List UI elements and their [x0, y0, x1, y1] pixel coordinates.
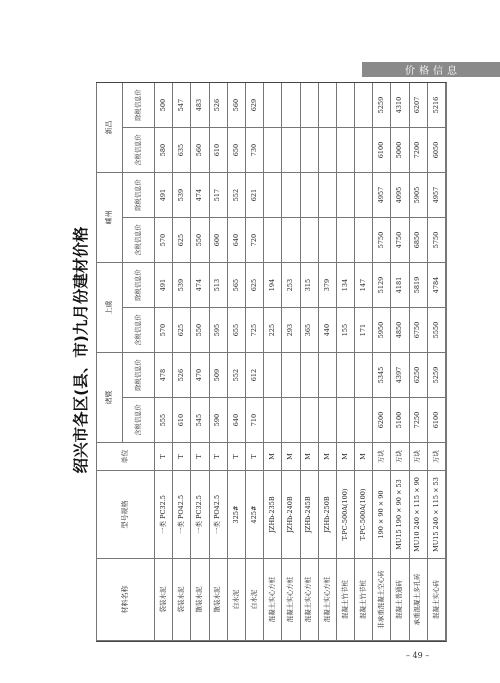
cell-price-excl-tax: 552 — [227, 353, 245, 398]
cell-price-excl-tax: 315 — [300, 263, 318, 308]
subheader-incl-tax: 含税信息价 — [123, 218, 155, 263]
cell-unit: M — [318, 443, 336, 471]
cell-unit: 万块 — [373, 443, 391, 471]
cell-price-incl-tax: 570 — [155, 218, 173, 263]
cell-price-excl-tax: 5259 — [427, 353, 445, 398]
table-row — [173, 83, 191, 641]
table-row — [245, 83, 263, 641]
cell-price-excl-tax: 509 — [209, 353, 227, 398]
cell-price-excl-tax: 491 — [155, 263, 173, 308]
cell-price-incl-tax: 6850 — [409, 218, 427, 263]
cell-price-incl-tax: 655 — [227, 308, 245, 353]
cell-spec: 一类 PC32.5 — [191, 471, 209, 559]
cell-price-incl-tax: 7250 — [409, 398, 427, 443]
cell-price-excl-tax: 5259 — [373, 83, 391, 128]
section-header-label: 价格信息 — [405, 66, 461, 77]
cell-price-incl-tax: 725 — [245, 308, 263, 353]
cell-spec: T-PC-500A(100) — [355, 471, 373, 559]
cell-price-excl-tax — [355, 83, 373, 128]
cell-price-excl-tax: 547 — [173, 83, 191, 128]
cell-price-excl-tax: 4957 — [373, 173, 391, 218]
cell-price-incl-tax: 155 — [336, 308, 354, 353]
cell-price-incl-tax: 171 — [355, 308, 373, 353]
cell-price-incl-tax — [264, 128, 282, 173]
cell-spec: JZHb-235B — [264, 471, 282, 559]
cell-price-excl-tax — [282, 353, 300, 398]
cell-price-excl-tax: 4095 — [391, 173, 409, 218]
cell-price-excl-tax: 560 — [227, 83, 245, 128]
cell-price-excl-tax: 5129 — [373, 263, 391, 308]
cell-price-excl-tax: 6207 — [409, 83, 427, 128]
cell-price-incl-tax: 550 — [191, 218, 209, 263]
table-row — [227, 83, 245, 641]
cell-spec: 325# — [227, 471, 245, 559]
cell-price-excl-tax: 5905 — [409, 173, 427, 218]
cell-material-name: 混凝土实心方桩 — [282, 559, 300, 641]
cell-price-excl-tax: 474 — [191, 263, 209, 308]
cell-price-excl-tax: 194 — [264, 263, 282, 308]
cell-price-excl-tax: 491 — [155, 173, 173, 218]
cell-price-excl-tax: 470 — [191, 353, 209, 398]
cell-price-excl-tax: 539 — [173, 173, 191, 218]
cell-material-name: 混凝土实心方桩 — [300, 559, 318, 641]
cell-price-incl-tax: 560 — [191, 128, 209, 173]
cell-price-excl-tax: 4784 — [427, 263, 445, 308]
cell-price-excl-tax — [336, 173, 354, 218]
cell-price-excl-tax — [355, 353, 373, 398]
cell-material-name: 混凝土普通砖 — [391, 559, 409, 641]
cell-price-incl-tax: 5750 — [427, 218, 445, 263]
cell-unit: M — [264, 443, 282, 471]
cell-spec: MU15 240 × 115 × 53 — [427, 471, 445, 559]
cell-material-name: 混凝土竹节桩 — [355, 559, 373, 641]
table-row — [155, 83, 173, 641]
cell-price-incl-tax: 590 — [209, 398, 227, 443]
cell-unit: T — [245, 443, 263, 471]
cell-spec: 一类 PO42.5 — [209, 471, 227, 559]
table-row — [391, 83, 409, 641]
cell-price-incl-tax: 5550 — [427, 308, 445, 353]
cell-material-name: 散装水泥 — [209, 559, 227, 641]
cell-unit: T — [191, 443, 209, 471]
cell-price-incl-tax — [318, 218, 336, 263]
cell-price-incl-tax: 5750 — [373, 218, 391, 263]
cell-unit: 万块 — [391, 443, 409, 471]
cell-unit: M — [300, 443, 318, 471]
cell-price-incl-tax: 6100 — [373, 128, 391, 173]
cell-price-incl-tax: 550 — [191, 308, 209, 353]
subheader-incl-tax: 含税信息价 — [123, 128, 155, 173]
cell-price-incl-tax: 610 — [209, 128, 227, 173]
cell-material-name: 混凝土竹节桩 — [336, 559, 354, 641]
cell-price-excl-tax: 478 — [155, 353, 173, 398]
cell-price-excl-tax — [300, 353, 318, 398]
cell-unit: M — [282, 443, 300, 471]
price-table-body — [155, 83, 446, 641]
cell-price-excl-tax: 6250 — [409, 353, 427, 398]
cell-material-name: 混凝土实心方桩 — [318, 559, 336, 641]
cell-material-name: 非承重混凝土空心砖 — [373, 559, 391, 641]
table-row — [427, 83, 445, 641]
page-title — [70, 140, 90, 560]
header-region-zhuji: 诸暨 — [97, 353, 123, 443]
cell-price-incl-tax: 730 — [245, 128, 263, 173]
cell-price-incl-tax: 635 — [173, 128, 191, 173]
rotated-table-container — [96, 83, 446, 641]
cell-price-excl-tax — [282, 83, 300, 128]
cell-price-incl-tax — [264, 398, 282, 443]
table-row — [282, 83, 300, 641]
cell-price-incl-tax — [336, 398, 354, 443]
cell-unit: 万块 — [409, 443, 427, 471]
cell-price-excl-tax: 4181 — [391, 263, 409, 308]
cell-price-excl-tax: 565 — [227, 263, 245, 308]
cell-price-excl-tax — [264, 173, 282, 218]
cell-price-incl-tax — [318, 128, 336, 173]
cell-price-excl-tax: 513 — [209, 263, 227, 308]
cell-price-incl-tax: 625 — [173, 308, 191, 353]
price-table-frame — [96, 82, 447, 642]
cell-spec: 190 × 90 × 90 — [373, 471, 391, 559]
table-row — [318, 83, 336, 641]
cell-price-excl-tax: 4397 — [391, 353, 409, 398]
cell-price-excl-tax — [336, 83, 354, 128]
cell-price-incl-tax: 6200 — [373, 398, 391, 443]
cell-price-excl-tax — [264, 353, 282, 398]
cell-price-incl-tax: 570 — [155, 308, 173, 353]
cell-spec: JZHb-240B — [282, 471, 300, 559]
cell-price-incl-tax: 4850 — [391, 308, 409, 353]
cell-price-excl-tax: 5216 — [427, 83, 445, 128]
header-unit: 单位 — [97, 443, 155, 471]
cell-price-incl-tax: 640 — [227, 398, 245, 443]
header-region-xinchang: 新昌 — [97, 83, 123, 173]
table-row — [264, 83, 282, 641]
cell-spec: JZHb-250B — [318, 471, 336, 559]
subheader-excl-tax: 除税信息价 — [123, 83, 155, 128]
cell-unit: 万块 — [427, 443, 445, 471]
cell-material-name: 散装水泥 — [191, 559, 209, 641]
table-row — [373, 83, 391, 641]
cell-price-incl-tax: 625 — [173, 218, 191, 263]
cell-price-incl-tax: 4750 — [391, 218, 409, 263]
cell-spec: 425# — [245, 471, 263, 559]
section-header-band — [362, 62, 500, 77]
cell-price-incl-tax: 5100 — [391, 398, 409, 443]
cell-material-name: 袋装水泥 — [155, 559, 173, 641]
cell-unit: T — [173, 443, 191, 471]
cell-price-incl-tax — [318, 398, 336, 443]
page-number: – 49 – — [406, 651, 430, 660]
cell-price-incl-tax — [355, 128, 373, 173]
cell-price-excl-tax: 612 — [245, 353, 263, 398]
cell-price-incl-tax: 640 — [227, 218, 245, 263]
cell-price-incl-tax: 600 — [209, 218, 227, 263]
header-spec: 型号规格 — [97, 471, 155, 559]
cell-price-excl-tax — [318, 173, 336, 218]
cell-price-incl-tax — [355, 398, 373, 443]
cell-material-name: 混凝土实心砖 — [427, 559, 445, 641]
price-table — [96, 82, 446, 641]
cell-price-incl-tax: 365 — [300, 308, 318, 353]
cell-price-excl-tax: 625 — [245, 263, 263, 308]
cell-price-excl-tax: 552 — [227, 173, 245, 218]
cell-spec: 一类 PO42.5 — [173, 471, 191, 559]
table-row — [409, 83, 427, 641]
cell-price-excl-tax — [355, 173, 373, 218]
cell-price-excl-tax: 517 — [209, 173, 227, 218]
cell-price-excl-tax: 526 — [173, 353, 191, 398]
cell-price-incl-tax: 6750 — [409, 308, 427, 353]
cell-price-excl-tax — [300, 173, 318, 218]
cell-spec: JZHb-245B — [300, 471, 318, 559]
cell-price-excl-tax: 500 — [155, 83, 173, 128]
table-row — [355, 83, 373, 641]
table-row — [336, 83, 354, 641]
cell-price-incl-tax — [300, 128, 318, 173]
cell-unit: M — [355, 443, 373, 471]
cell-price-incl-tax: 6100 — [427, 398, 445, 443]
cell-price-incl-tax: 293 — [282, 308, 300, 353]
cell-price-incl-tax: 595 — [209, 308, 227, 353]
cell-price-incl-tax: 650 — [227, 128, 245, 173]
cell-price-excl-tax — [282, 173, 300, 218]
cell-price-excl-tax: 629 — [245, 83, 263, 128]
table-row — [191, 83, 209, 641]
cell-price-excl-tax — [318, 83, 336, 128]
cell-price-excl-tax: 5345 — [373, 353, 391, 398]
cell-price-excl-tax: 253 — [282, 263, 300, 308]
cell-price-excl-tax — [264, 83, 282, 128]
cell-price-excl-tax: 539 — [173, 263, 191, 308]
cell-price-incl-tax — [336, 128, 354, 173]
header-material-name: 材料名称 — [97, 559, 155, 641]
cell-price-excl-tax: 474 — [191, 173, 209, 218]
cell-price-incl-tax: 7200 — [409, 128, 427, 173]
cell-price-incl-tax — [355, 218, 373, 263]
cell-price-incl-tax: 5950 — [373, 308, 391, 353]
cell-material-name: 混凝土实心方桩 — [264, 559, 282, 641]
cell-price-incl-tax: 5000 — [391, 128, 409, 173]
cell-price-incl-tax — [300, 218, 318, 263]
cell-price-excl-tax: 526 — [209, 83, 227, 128]
cell-material-name: 承重混凝土多孔砖 — [409, 559, 427, 641]
cell-unit: T — [155, 443, 173, 471]
cell-price-incl-tax — [282, 398, 300, 443]
subheader-excl-tax: 除税信息价 — [123, 263, 155, 308]
cell-spec: MU15 190 × 90 × 53 — [391, 471, 409, 559]
cell-unit: T — [209, 443, 227, 471]
cell-spec: MU10 240 × 115 × 90 — [409, 471, 427, 559]
cell-price-incl-tax: 440 — [318, 308, 336, 353]
cell-price-excl-tax — [336, 353, 354, 398]
cell-price-incl-tax: 225 — [264, 308, 282, 353]
cell-price-incl-tax — [300, 398, 318, 443]
page-title-text: 绍兴市各区(县、市)九月份建材价格 — [72, 226, 90, 474]
cell-material-name: 袋装水泥 — [173, 559, 191, 641]
cell-price-incl-tax: 720 — [245, 218, 263, 263]
cell-price-excl-tax: 5819 — [409, 263, 427, 308]
header-region-shengzhou: 嵊州 — [97, 173, 123, 263]
cell-unit: T — [227, 443, 245, 471]
cell-spec: T-PC-500A(100) — [336, 471, 354, 559]
subheader-excl-tax: 除税信息价 — [123, 353, 155, 398]
subheader-excl-tax: 除税信息价 — [123, 173, 155, 218]
cell-price-incl-tax — [336, 218, 354, 263]
cell-spec: 一类 PC32.5 — [155, 471, 173, 559]
table-row — [300, 83, 318, 641]
cell-price-incl-tax — [282, 218, 300, 263]
cell-price-incl-tax: 710 — [245, 398, 263, 443]
cell-price-incl-tax: 6050 — [427, 128, 445, 173]
cell-price-excl-tax: 621 — [245, 173, 263, 218]
cell-material-name: 白水泥 — [245, 559, 263, 641]
subheader-incl-tax: 含税信息价 — [123, 308, 155, 353]
cell-price-excl-tax: 4310 — [391, 83, 409, 128]
cell-price-incl-tax: 580 — [155, 128, 173, 173]
cell-price-excl-tax: 147 — [355, 263, 373, 308]
cell-unit: M — [336, 443, 354, 471]
cell-price-incl-tax: 610 — [173, 398, 191, 443]
cell-price-excl-tax: 134 — [336, 263, 354, 308]
cell-price-excl-tax — [300, 83, 318, 128]
subheader-incl-tax: 含税信息价 — [123, 398, 155, 443]
cell-material-name: 白水泥 — [227, 559, 245, 641]
cell-price-incl-tax — [282, 128, 300, 173]
cell-price-excl-tax: 379 — [318, 263, 336, 308]
cell-price-incl-tax: 545 — [191, 398, 209, 443]
cell-price-incl-tax: 555 — [155, 398, 173, 443]
cell-price-excl-tax: 483 — [191, 83, 209, 128]
cell-price-excl-tax — [318, 353, 336, 398]
header-region-shangyu: 上虞 — [97, 263, 123, 353]
table-row — [209, 83, 227, 641]
cell-price-excl-tax: 4957 — [427, 173, 445, 218]
cell-price-incl-tax — [264, 218, 282, 263]
